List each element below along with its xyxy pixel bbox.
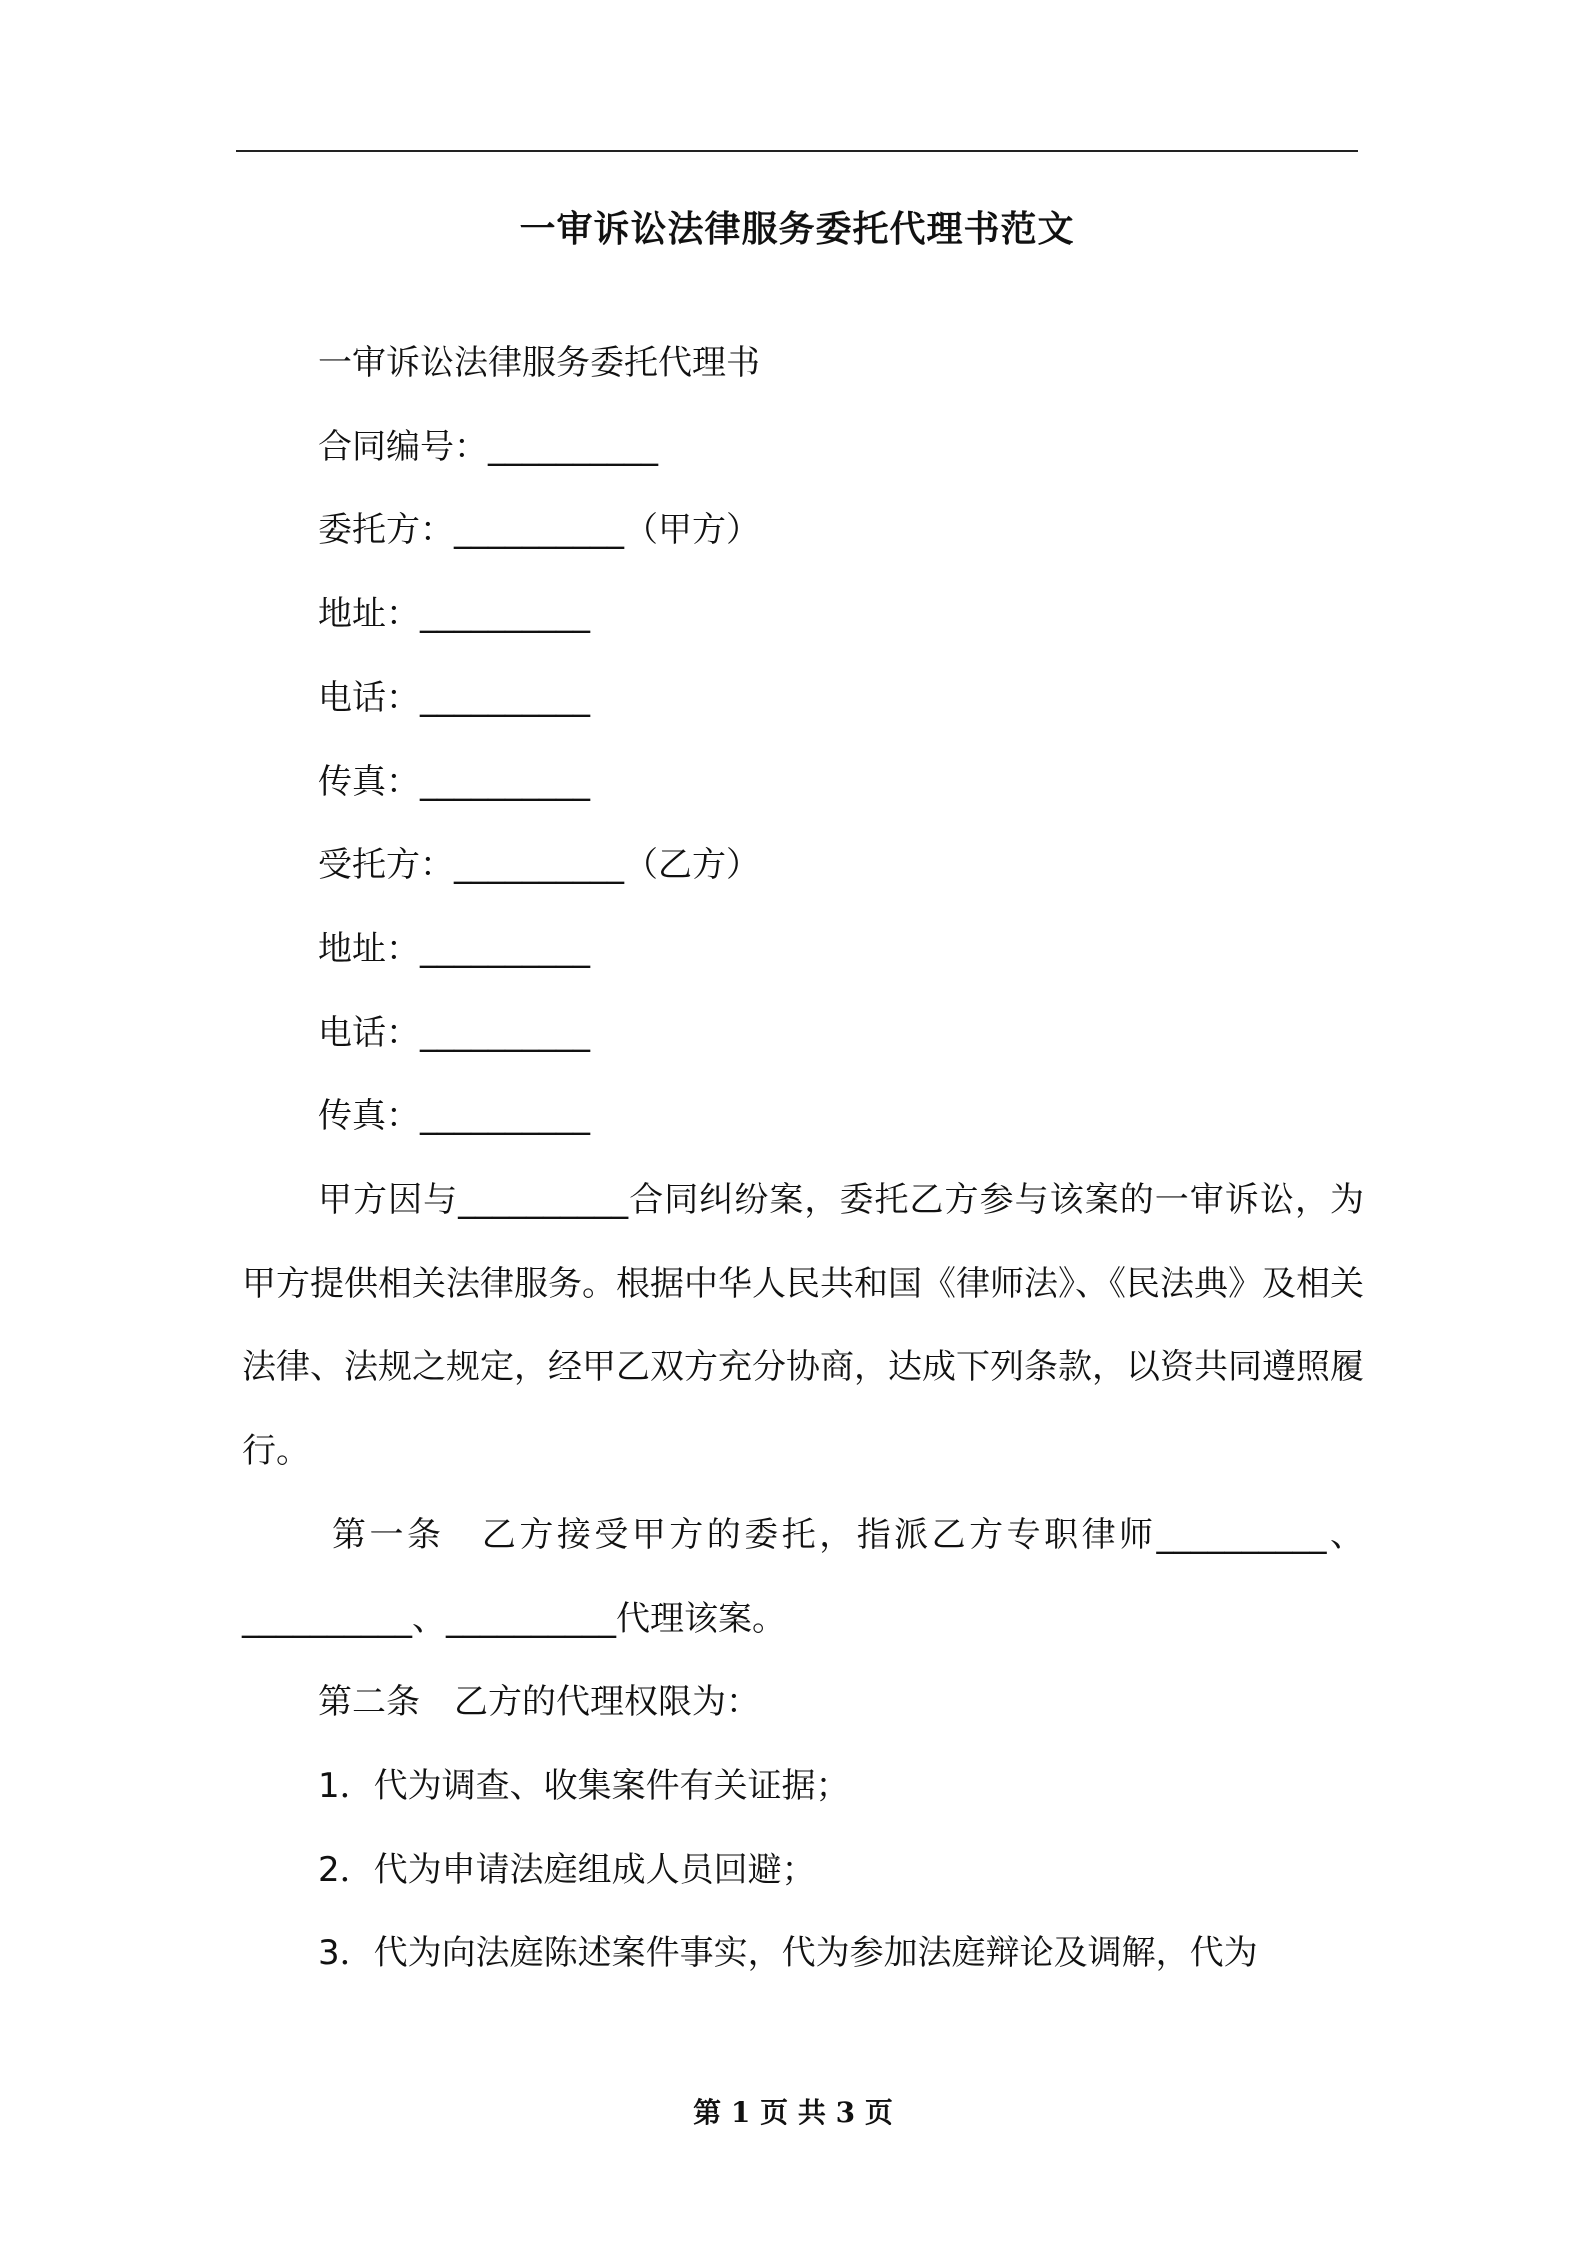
list-item: 3．代为向法庭陈述案件事实，代为参加法庭辩论及调解，代为: [318, 1933, 1258, 1974]
field-contract-number: 合同编号：__________: [318, 426, 658, 467]
field-agent-address: 地址：__________: [318, 928, 590, 969]
field-agent: 受托方：__________（乙方）: [318, 845, 760, 886]
field-client: 委托方：__________（甲方）: [318, 510, 760, 551]
field-agent-fax: 传真：__________: [318, 1096, 590, 1137]
list-item: 1．代为调查、收集案件有关证据；: [318, 1765, 850, 1806]
field-client-address: 地址：__________: [318, 594, 590, 635]
document-body: [242, 322, 1364, 1996]
header-rule: [236, 150, 1358, 152]
field-client-fax: 传真：__________: [318, 761, 590, 802]
document-heading: 一审诉讼法律服务委托代理书: [318, 343, 760, 383]
page-number-footer: 第 1 页 共 3 页: [693, 2096, 893, 2129]
article-two: 第二条 乙方的代理权限为：: [318, 1682, 760, 1723]
article-one: 第一条 乙方接受甲方的委托，指派乙方专职律师__________、__________、__________代理该案。: [242, 1514, 1364, 1639]
field-client-phone: 电话：__________: [318, 677, 590, 718]
preamble-paragraph: 甲方因与__________合同纠纷案，委托乙方参与该案的一审诉讼，为甲方提供相关法律服务。根据中华人民共和国《律师法》、《民法典》及相关法律、法规之规定，经甲乙双方充分协商，达成下列条款，以资共同遵照履行。: [242, 1180, 1364, 1472]
list-item: 2．代为申请法庭组成人员回避；: [318, 1849, 816, 1890]
document-title: 一审诉讼法律服务委托代理书范文: [519, 209, 1075, 250]
field-agent-phone: 电话：__________: [318, 1012, 590, 1053]
